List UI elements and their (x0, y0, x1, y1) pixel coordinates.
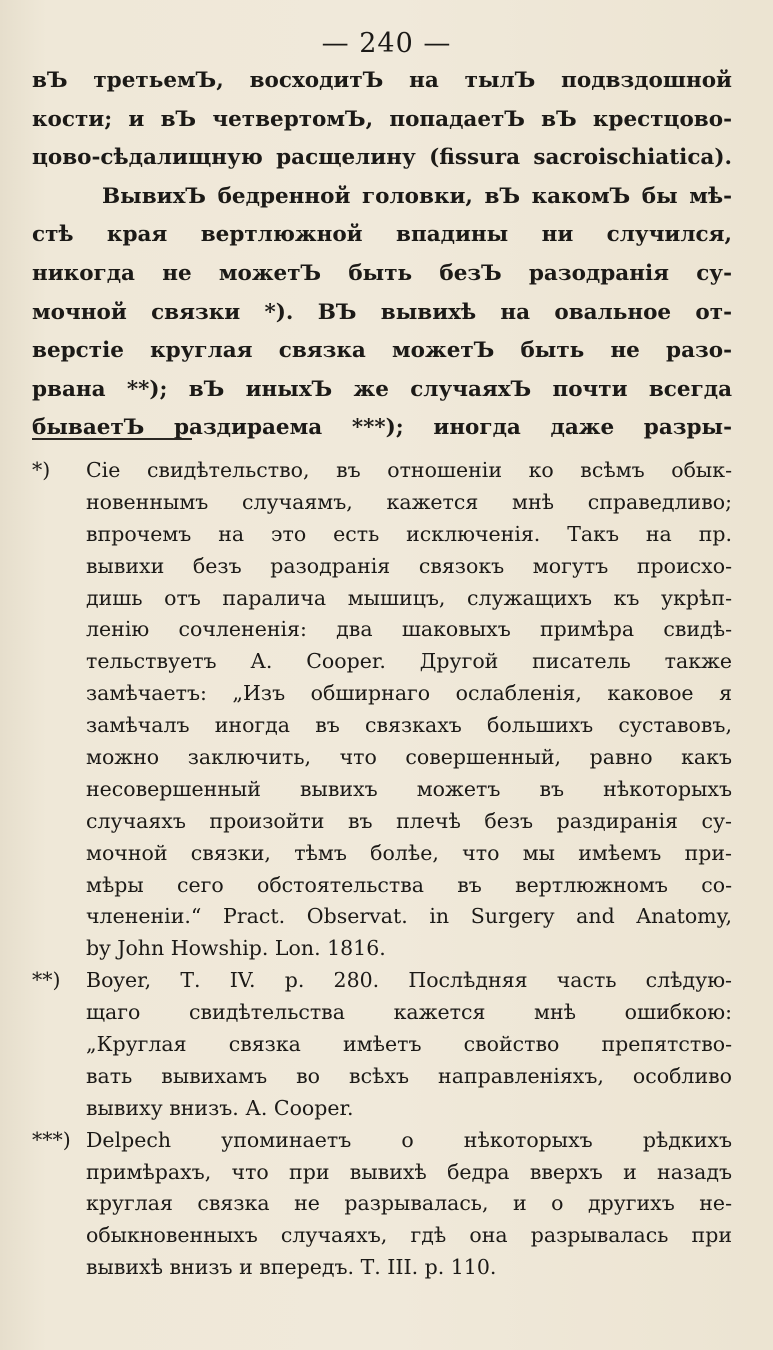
footnote-line: тельствуетъ А. Cooper. Другой писатель также (86, 649, 732, 674)
footnote-mark: **) (32, 968, 61, 993)
main-text-line: вЪ третьемЪ, восходитЪ на тылЪ подвздошной (32, 68, 732, 93)
footnote-line: мѣры сего обстоятельства въ вертлюжномъ со- (86, 872, 732, 897)
main-text-line: цово-сѣдалищную расщелину (fissura sacroischiatica). (32, 145, 732, 171)
footnote-line: вывихи безъ разодранія связокъ могутъ происхо- (86, 553, 732, 578)
main-text-line: стѣ края вертлюжной впадины ни случился, (32, 222, 732, 248)
footnotes (32, 455, 732, 1284)
footnote-line: „Круглая связка имѣетъ свойство препятство- (86, 1032, 732, 1057)
footnote-line: впрочемъ на это есть исключенія. Такъ на пр. (86, 521, 732, 546)
footnote-line: замѣчаетъ: „Изъ обширнаго ослабленія, каковое я (86, 681, 732, 706)
footnote-line: новеннымъ случаямъ, кажется мнѣ справедливо; (86, 489, 732, 514)
footnote-line: можно заключить, что совершенный, равно какъ (86, 745, 732, 770)
footnote-line: Delpech упоминаетъ о нѣкоторыхъ рѣдкихъ (86, 1127, 732, 1152)
footnote-line: ленію сочлененія: два шаковыхъ примѣра свидѣ- (86, 617, 732, 642)
main-text-line: бываетЪ раздираема ***); иногда даже разры- (32, 415, 732, 441)
footnote-line: случаяхъ произойти въ плечѣ безъ раздиранія су- (86, 808, 732, 833)
footnote-mark: *) (32, 458, 51, 482)
footnote-line: вывихѣ внизъ и впередъ. Т. III. р. 110. (86, 1255, 497, 1280)
main-text-line: рвана **); вЪ иныхЪ же случаяхЪ почти всегда (32, 376, 732, 402)
footnote-line: вывиху внизъ. А. Cooper. (86, 1095, 354, 1120)
page-number: — 240 — (321, 28, 452, 59)
main-text-line: кости; и вЪ четвертомЪ, попадаетЪ вЪ крестцово- (32, 106, 732, 132)
main-text-line: верстіе круглая связка можетЪ быть не разо- (32, 338, 732, 364)
footnote-line: замѣчалъ иногда въ связкахъ большихъ суставовъ, (86, 713, 732, 738)
footnote-line: Boyer, Т. IV. р. 280. Послѣдняя часть слѣдую- (86, 968, 732, 993)
main-text-line: никогда не можетЪ быть безЪ разодранія су- (32, 260, 732, 286)
footnote-line: члененіи.“ Pract. Observat. in Surgery and Anatomy, (86, 904, 732, 929)
footnote-line: by John Howship. Lon. 1816. (86, 936, 386, 961)
footnote-2 (32, 965, 732, 1124)
main-text-line: мочной связки *). ВЪ вывихѣ на овальное от- (32, 299, 732, 325)
footnote-separator-rule (32, 438, 192, 440)
footnote-line: круглая связка не разрывалась, и о другихъ не- (86, 1191, 732, 1216)
footnote-line: Сіе свидѣтельство, въ отношеніи ко всѣмъ обык- (86, 458, 732, 482)
footnote-line: обыкновенныхъ случаяхъ, гдѣ она разрывалась при (86, 1223, 732, 1248)
footnote-line: мочной связки, тѣмъ болѣе, что мы имѣемъ при- (86, 840, 732, 865)
footnote-1 (32, 455, 732, 965)
footnote-line: щаго свидѣтельства кажется мнѣ ошибкою: (86, 1000, 732, 1025)
main-text (32, 62, 732, 448)
footnote-line: дишь отъ паралича мышицъ, служащихъ къ укрѣп- (86, 585, 732, 610)
footnote-line: вать вывихамъ во всѣхъ направленіяхъ, особливо (86, 1063, 732, 1088)
footnote-mark: ***) (32, 1127, 71, 1152)
main-text-line: ВывихЪ бедренной головки, вЪ какомЪ бы мѣ- (102, 183, 732, 209)
footnote-3 (32, 1125, 732, 1284)
footnote-line: несовершенный вывихъ можетъ въ нѣкоторыхъ (86, 776, 732, 801)
footnote-line: примѣрахъ, что при вывихѣ бедра вверхъ и назадъ (86, 1159, 732, 1184)
